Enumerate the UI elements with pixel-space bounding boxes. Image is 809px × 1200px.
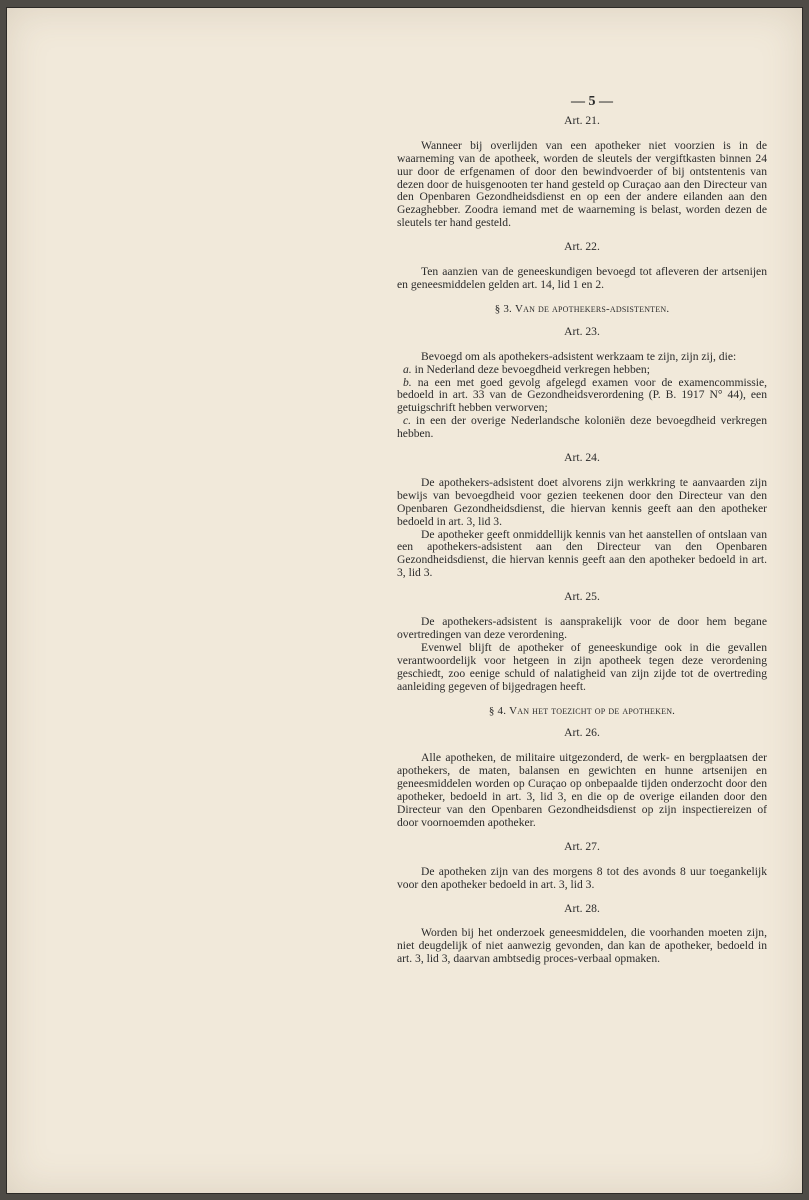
article-23-item-c [397,415,767,441]
article-24-para-2: De apotheker geeft onmiddellijk kennis van het aanstellen of ontslaan van een apothekers-adsistent aan den Directeur van den Openbaren Gezondheidsdienst, die hiervan kennis geeft aan den apotheker bedoeld in art. 3, lid 3. [397,527,767,580]
article-25-para-2: Evenwel blijft de apotheker of geneeskundige ook in die gevallen verantwoordelijk voor hetgeen in zijn apotheek tegen deze verordening geschiedt, zoo eenige schuld of nalatigheid van zijn zijde tot de overtreding aanleiding gegeven of bijgedragen heeft. [397,640,767,693]
section-3-number: § 3. [494,302,513,315]
article-title-24: Art. 24. [564,451,600,465]
article-21-text: Wanneer bij overlijden van een apotheker niet voorzien is in de waarneming van de apotheek, worden de sleutels der vergiftkasten binnen 24 uur door de erfgenamen of door den bewindvoerder of bij ontstentenis van dezen door de huisgenooten ter hand gesteld op Curaçao aan den Directeur van den Openbaren Gezondheidsdienst en op een der andere eilanden aan den Gezaghebber. Zoodra iemand met de waarneming is belast, worden dezen de sleutels ter hand gesteld. [397,138,767,230]
article-title-21: Art. 21. [564,113,600,127]
article-title-27: Art. 27. [564,839,600,853]
article-23-item-b [397,377,767,416]
article-title-23: Art. 23. [564,324,600,338]
item-letter: a. [403,362,412,376]
item-text: in een der overige Nederlandsche koloniën deze bevoegdheid verkregen hebben. [397,414,767,441]
text-column [397,96,767,977]
section-4-number: § 4. [488,704,507,717]
article-title-26: Art. 26. [564,726,600,740]
section-3-title: Van de apothekers-adsistenten. [514,302,670,315]
item-text: na een met goed gevolg afgelegd examen voor de examencommissie, bedoeld in art. 33 van de Gezondheidsverordening (P. B. 1917 N° 44), een getuigschrift hebben verworven; [397,375,767,415]
article-22-text: Ten aanzien van de geneeskundigen bevoegd tot afleveren der artsenijen en geneesmiddelen gelden art. 14, lid 1 en 2. [397,265,767,291]
article-title-25: Art. 25. [564,590,600,604]
article-26-text: Alle apotheken, de militaire uitgezonderd, de werk- en bergplaatsen der apothekers, de maten, balansen en gewichten en hunne artsenijen en geneesmiddelen worden op Curaçao op onbepaalde tijden onderzocht door den apotheker, bedoeld in art. 3, lid 3, en die op de overige eilanden door den Directeur van den Openbaren Gezondheidsdienst op zijn inspectiereizen of door voornoemden apotheker. [397,751,767,829]
section-3-heading [397,303,767,316]
item-letter: b. [403,375,412,389]
section-4-title: Van het toezicht op de apotheken. [509,704,676,717]
article-23-intro: Bevoegd om als apothekers-adsistent werkzaam te zijn, zijn zij, die: [421,349,737,363]
article-25-para-1: De apothekers-adsistent is aansprakelijk voor de door hem begane overtredingen van deze verordening. [397,615,767,641]
article-28-text: Worden bij het onderzoek geneesmiddelen, die voorhanden moeten zijn, niet deugdelijk of niet aanwezig gevonden, dan kan de apotheker, bedoeld in art. 3, lid 3, daarvan ambtsedig proces-verbaal opmaken. [397,926,767,966]
article-27-text: De apotheken zijn van des morgens 8 tot des avonds 8 uur toegankelijk voor den apotheker bedoeld in art. 3, lid 3. [397,864,767,891]
page-number: — 5 — [571,94,613,109]
item-letter: c. [403,414,412,428]
article-title-22: Art. 22. [564,240,600,254]
article-24-para-1: De apothekers-adsistent doet alvorens zijn werkkring te aanvaarden zijn bewijs van bevoegdheid voor gezien teekenen door den Directeur van den Openbaren Gezondheidsdienst, die hiervan kennis geeft aan den apotheker bedoeld in art. 3, lid 3. [397,475,767,528]
article-title-28: Art. 28. [564,901,600,915]
item-text: in Nederland deze bevoegdheid verkregen hebben; [414,362,650,376]
section-4-heading [397,705,767,718]
